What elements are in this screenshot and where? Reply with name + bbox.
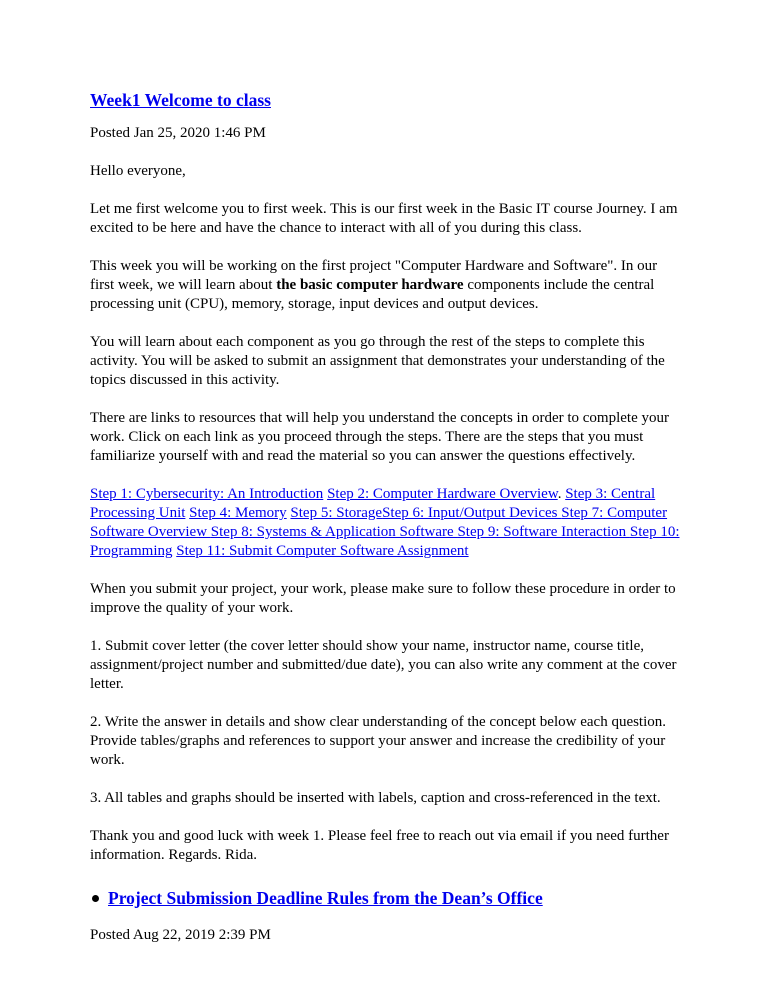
step-7-link[interactable]: Step 7: Computer Software Overview [90,505,668,540]
components-paragraph: You will learn about each component as you go through the rest of the steps to complete this activity. You will be asked to submit an assignment that demonstrates your understanding of the topics discussed in this activity. [90,334,665,388]
step-5-link[interactable]: Step 5: Storage [290,505,383,521]
project-intro-text-1: This week you will be working on the first project "Computer Hardware and Software". In our first week, we will learn about [90,258,658,293]
resources-paragraph: There are links to resources that will help you understand the concepts in order to complete your work. Click on each link as you proceed through the steps. There are the steps that you must familiarize yourself with and read the material so you can answer the questions effectively. [90,410,669,464]
step-3-link[interactable]: Step 3: Central Processing Unit [90,486,656,521]
post-title-week1-link[interactable]: Week1 Welcome to class [90,90,271,110]
step-6-link[interactable]: Step 6: Input/Output Devices [382,505,562,521]
step-2-link[interactable]: Step 2: Computer Hardware Overview [327,486,558,502]
project-intro-text-2: components include the central processing unit (CPU), memory, storage, input devices and output devices. [90,277,655,312]
post-date: Posted Jan 25, 2020 1:46 PM [90,125,266,141]
project-intro-paragraph [90,257,680,314]
announcements-content [90,88,680,945]
instruction-item-2: 2. Write the answer in details and show clear understanding of the concept below each question. Provide tables/graphs and references to support your answer and increase the credibility of your work. [90,714,667,768]
instruction-item-3: 3. All tables and graphs should be inserted with labels, caption and cross-referenced in the text. [90,790,661,806]
closing-paragraph: Thank you and good luck with week 1. Please feel free to reach out via email if you need further information. Regards. Rida. [90,828,669,863]
instruction-item-1: 1. Submit cover letter (the cover letter should show your name, instructor name, course title, assignment/project number and submitted/due date), you can also write any comment at the cover letter. [90,638,677,692]
post-date-2: Posted Aug 22, 2019 2:39 PM [90,927,271,943]
post-title-row [90,886,680,910]
step-8-link[interactable]: Step 8: Systems & Application Software [210,524,458,540]
bullet-icon [92,895,99,902]
welcome-paragraph: Let me first welcome you to first week. This is our first week in the Basic IT course Journey. I am excited to be here and have the chance to interact with all of you during this class. [90,201,678,236]
greeting-text: Hello everyone, [90,163,186,179]
hardware-bold-text: the basic computer hardware [276,277,464,293]
post-title-deadline-link[interactable]: Project Submission Deadline Rules from the Dean’s Office [108,888,543,908]
step-4-link[interactable]: Step 4: Memory [189,505,287,521]
submission-paragraph: When you submit your project, your work, please make sure to follow these procedure in order to improve the quality of your work. [90,581,676,616]
step-10-link[interactable]: Step 10: Programming [90,524,680,559]
step-links-paragraph: Step 1: Cybersecurity: An Introduction Step 2: Computer Hardware Overview. Step 3: Central Processing Unit Step 4: Memory Step 5: StorageStep 6: Input/Output Devices Step 7: Computer Software Overview Step 8: Systems & Application Software Step 9: Software Interaction Step 10: Programming Step 11: Submit Computer Software Assignment [90,486,680,559]
step-9-link[interactable]: Step 9: Software Interaction [457,524,630,540]
step-1-link[interactable]: Step 1: Cybersecurity: An Introduction [90,486,324,502]
step-11-link[interactable]: Step 11: Submit Computer Software Assignment [176,543,469,559]
